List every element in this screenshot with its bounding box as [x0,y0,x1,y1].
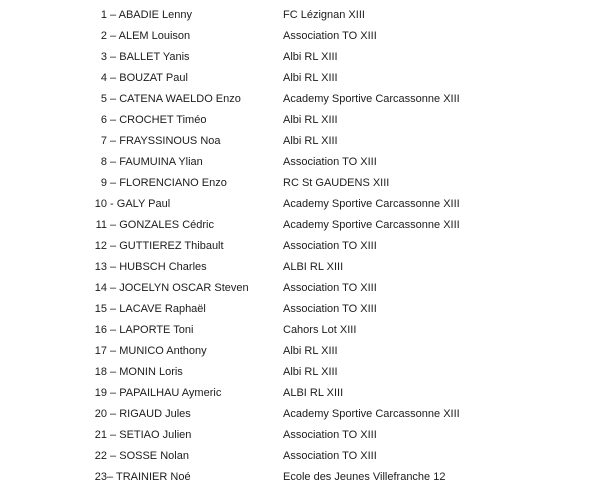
roster-row [0,299,600,320]
player-name: MONIN Loris [119,366,183,378]
player-name: GUTTIEREZ Thibault [119,240,224,252]
club-name: Academy Sportive Carcassonne XIII [283,408,460,420]
club-name: Association TO XIII [283,429,377,441]
player-number: 18 [94,366,107,378]
roster-row [0,152,600,173]
roster-row [0,446,600,467]
number-name-separator: – [107,51,120,63]
player-name: FAUMUINA Ylian [119,156,203,168]
number-name-separator: – [107,240,120,252]
player-number: 1 [100,9,107,21]
roster-row [0,341,600,362]
player-name: ABADIE Lenny [118,9,192,21]
roster-row [0,5,600,26]
player-number: 14 [94,282,107,294]
number-name-separator: – [107,72,120,84]
roster-row [0,362,600,383]
roster-row [0,131,600,152]
club-name: Albi RL XIII [283,114,338,126]
roster-row [0,194,600,215]
player-name: SETIAO Julien [119,429,192,441]
club-name: Academy Sportive Carcassonne XIII [283,219,460,231]
roster-row [0,47,600,68]
club-name: Association TO XIII [283,240,377,252]
number-name-separator: - [107,198,117,210]
player-name: MUNICO Anthony [119,345,207,357]
number-name-separator: – [107,366,120,378]
number-name-separator: – [107,324,120,336]
number-name-separator: – [107,345,120,357]
player-name: FLORENCIANO Enzo [119,177,227,189]
player-name: SOSSE Nolan [119,450,189,462]
number-name-separator: – [107,9,119,21]
player-name: FRAYSSINOUS Noa [119,135,221,147]
player-number: 16 [94,324,107,336]
club-name: RC St GAUDENS XIII [283,177,390,189]
roster-row [0,257,600,278]
player-name: BALLET Yanis [119,51,190,63]
club-name: Academy Sportive Carcassonne XIII [283,93,460,105]
player-number: 20 [94,408,107,420]
player-name: LAPORTE Toni [119,324,194,336]
player-name: LACAVE Raphaël [119,303,206,315]
club-name: Academy Sportive Carcassonne XIII [283,198,460,210]
roster-row [0,68,600,89]
roster-row [0,320,600,341]
player-name: ALEM Louison [118,30,191,42]
roster-row [0,89,600,110]
number-name-separator: – [107,93,120,105]
number-name-separator: – [107,114,120,126]
player-name: GALY Paul [116,198,171,210]
player-number: 7 [100,135,107,147]
roster-row [0,215,600,236]
number-name-separator: – [107,219,120,231]
player-number: 9 [100,177,107,189]
roster-row [0,467,600,488]
number-name-separator: – [107,135,120,147]
number-name-separator: – [107,471,116,483]
club-name: Association TO XIII [283,450,377,462]
player-number: 21 [94,429,107,441]
player-number: 4 [100,72,107,84]
player-name: PAPAILHAU Aymeric [119,387,222,399]
player-number: 5 [100,93,107,105]
player-number: 10 [94,198,107,210]
player-number: 15 [94,303,107,315]
club-name: Albi RL XIII [283,366,338,378]
number-name-separator: – [107,450,120,462]
number-name-separator: – [107,408,120,420]
roster-list [0,5,600,488]
roster-row [0,236,600,257]
player-number: 13 [94,261,107,273]
club-name: Association TO XIII [283,156,377,168]
number-name-separator: – [107,30,119,42]
number-name-separator: – [107,303,120,315]
roster-row [0,383,600,404]
club-name: Association TO XIII [283,282,377,294]
number-name-separator: – [107,156,120,168]
club-name: Association TO XIII [283,303,377,315]
club-name: Association TO XIII [283,30,377,42]
club-name: FC Lézignan XIII [283,9,365,21]
player-name: RIGAUD Jules [119,408,191,420]
club-name: Ecole des Jeunes Villefranche 12 [283,471,446,483]
player-name: GONZALES Cédric [119,219,214,231]
player-number: 3 [100,51,107,63]
club-name: Cahors Lot XIII [283,324,357,336]
number-name-separator: – [107,429,120,441]
club-name: Albi RL XIII [283,72,338,84]
player-number: 19 [94,387,107,399]
player-name: BOUZAT Paul [119,72,188,84]
player-number: 6 [100,114,107,126]
club-name: ALBI RL XIII [283,261,344,273]
number-name-separator: – [107,282,120,294]
player-number: 12 [94,240,107,252]
player-name: JOCELYN OSCAR Steven [119,282,249,294]
roster-row [0,404,600,425]
player-name: HUBSCH Charles [119,261,207,273]
roster-row [0,26,600,47]
roster-row [0,173,600,194]
player-number: 8 [100,156,107,168]
player-name: TRAINIER Noé [115,471,191,483]
player-name: CATENA WAELDO Enzo [119,93,241,105]
club-name: ALBI RL XIII [283,387,344,399]
number-name-separator: – [107,177,120,189]
player-number: 2 [100,30,107,42]
player-number: 17 [94,345,107,357]
player-number: 22 [94,450,107,462]
number-name-separator: – [107,261,120,273]
roster-row [0,278,600,299]
player-number: 23 [94,471,107,483]
club-name: Albi RL XIII [283,345,338,357]
club-name: Albi RL XIII [283,51,338,63]
roster-row [0,110,600,131]
player-number: 11 [95,219,107,231]
player-name: CROCHET Timéo [119,114,207,126]
club-name: Albi RL XIII [283,135,338,147]
number-name-separator: – [107,387,120,399]
roster-row [0,425,600,446]
